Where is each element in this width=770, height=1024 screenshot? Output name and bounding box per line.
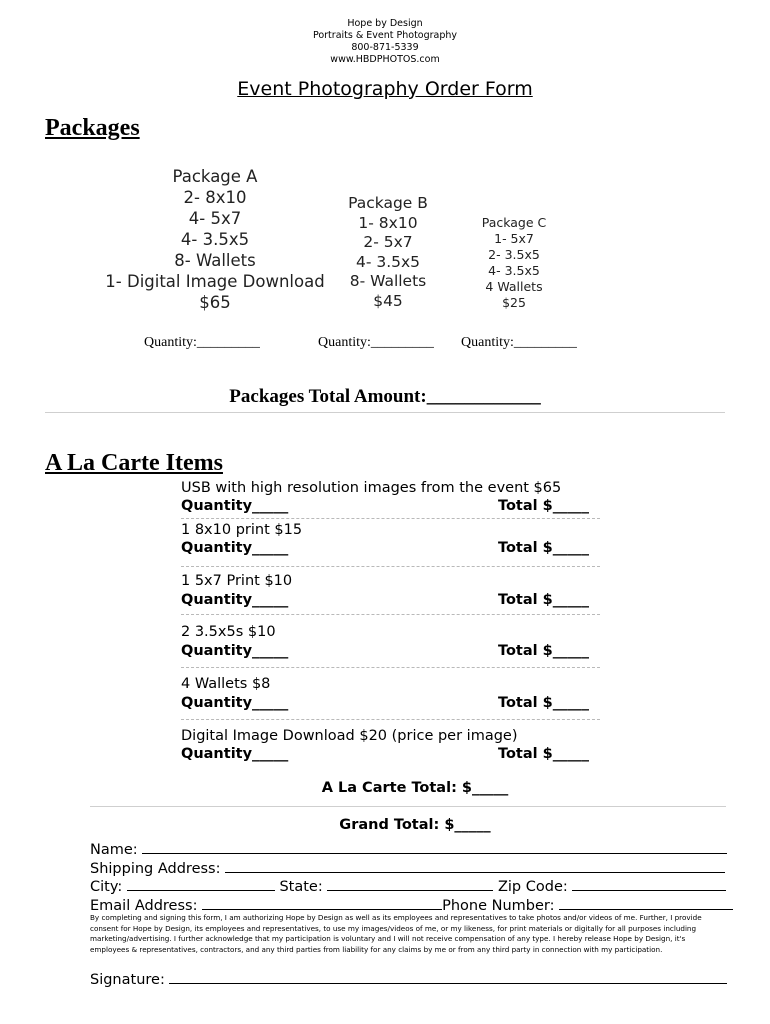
a-la-carte-divider <box>90 806 726 807</box>
email-row <box>90 896 733 914</box>
item-5x7-total-field[interactable]: Total $_____ <box>498 592 590 608</box>
package-c-line: 4- 3.5x5 <box>488 263 540 278</box>
company-tagline: Portraits & Event Photography <box>312 30 458 41</box>
package-a-line: Package A <box>172 167 258 186</box>
package-c-line: 2- 3.5x5 <box>488 247 540 262</box>
package-c-quantity-field[interactable]: Quantity:_________ <box>461 335 577 350</box>
package-b <box>338 194 438 311</box>
item-usb-total-field[interactable]: Total $_____ <box>498 498 590 514</box>
phone-input[interactable] <box>559 896 733 910</box>
package-a-line: 4- 3.5x5 <box>180 230 250 249</box>
company-website: www.HBDPHOTOS.com <box>330 54 440 65</box>
zip-label: Zip Code: <box>497 879 568 895</box>
item-usb-name: USB with high resolution images from the event $65 <box>181 480 562 496</box>
a-la-carte-total-field[interactable]: A La Carte Total: $_____ <box>321 780 509 796</box>
package-b-price: $45 <box>373 291 403 310</box>
city-row <box>90 877 726 895</box>
item-divider <box>181 614 600 615</box>
email-label: Email Address: <box>90 898 198 914</box>
item-wallets-total-field[interactable]: Total $_____ <box>498 695 590 711</box>
item-usb-quantity-field[interactable]: Quantity_____ <box>181 498 289 514</box>
packages-heading: Packages <box>45 115 140 141</box>
package-a <box>100 166 330 313</box>
form-title-wrap <box>0 78 770 100</box>
package-a-quantity-field[interactable]: Quantity:_________ <box>144 335 260 350</box>
package-c-price: $25 <box>502 295 526 310</box>
consent-disclaimer: By completing and signing this form, I am authorizing Hope by Design as well as its employees and representatives to take photos and/or videos of me. Further, I provide consent for Hope by Design, its employees and representatives, to use my images/videos of me, or my likeness, for print materials or digitally for all purposes including marketing/advertising. I further acknowledge that my participation is voluntary and I will not receive compensation of any type. I hereby release Hope by Design, it's employees & representatives, contractors, and any third parties from liability for any claims by me or from any third party in connection with my participation. <box>90 913 702 954</box>
shipping-label: Shipping Address: <box>90 861 221 877</box>
package-b-line: 8- Wallets <box>349 272 427 290</box>
package-c-line: 1- 5x7 <box>494 231 534 246</box>
state-label: State: <box>279 879 323 895</box>
shipping-input[interactable] <box>225 859 725 873</box>
item-8x10-quantity-field[interactable]: Quantity_____ <box>181 540 289 556</box>
item-5x7-quantity-field[interactable]: Quantity_____ <box>181 592 289 608</box>
package-b-quantity-field[interactable]: Quantity:_________ <box>318 335 434 350</box>
phone-label: Phone Number: <box>442 898 555 914</box>
item-divider <box>181 719 600 720</box>
item-3x5-quantity-field[interactable]: Quantity_____ <box>181 643 289 659</box>
signature-input[interactable] <box>169 970 727 984</box>
packages-divider <box>45 412 725 413</box>
item-wallets-name: 4 Wallets $8 <box>181 676 271 692</box>
grand-total-field[interactable]: Grand Total: $_____ <box>339 817 491 833</box>
name-input[interactable] <box>142 840 727 854</box>
item-wallets-quantity-field[interactable]: Quantity_____ <box>181 695 289 711</box>
package-b-line: Package B <box>348 194 428 212</box>
package-b-line: 4- 3.5x5 <box>355 252 421 271</box>
item-3x5-total-field[interactable]: Total $_____ <box>498 643 590 659</box>
package-b-line: 2- 5x7 <box>363 233 413 251</box>
package-c <box>470 215 558 311</box>
item-digital-quantity-field[interactable]: Quantity_____ <box>181 746 289 762</box>
package-a-line: 1- Digital Image Download <box>105 272 325 291</box>
item-divider <box>181 566 600 567</box>
company-name: Hope by Design <box>347 18 423 29</box>
company-phone: 800-871-5339 <box>351 42 419 53</box>
city-input[interactable] <box>127 877 275 891</box>
package-a-price: $65 <box>199 293 231 312</box>
item-digital-name: Digital Image Download $20 (price per image) <box>181 728 518 744</box>
package-a-line: 4- 5x7 <box>188 209 242 228</box>
package-b-line: 1- 8x10 <box>358 213 418 232</box>
package-a-line: 8- Wallets <box>174 251 256 270</box>
item-8x10-total-field[interactable]: Total $_____ <box>498 540 590 556</box>
form-title: Event Photography Order Form <box>237 78 533 100</box>
item-3x5-name: 2 3.5x5s $10 <box>181 624 276 640</box>
item-divider <box>181 518 600 519</box>
package-c-line: Package C <box>481 215 547 230</box>
shipping-row <box>90 859 725 877</box>
name-row <box>90 840 727 858</box>
item-digital-total-field[interactable]: Total $_____ <box>498 746 590 762</box>
signature-row <box>90 970 727 988</box>
name-label: Name: <box>90 842 138 858</box>
city-label: City: <box>90 879 123 895</box>
zip-input[interactable] <box>572 877 726 891</box>
package-c-line: 4 Wallets <box>485 279 543 294</box>
email-input[interactable] <box>202 896 442 910</box>
signature-label: Signature: <box>90 972 165 988</box>
state-input[interactable] <box>327 877 493 891</box>
a-la-carte-heading: A La Carte Items <box>45 450 223 476</box>
package-a-line: 2- 8x10 <box>183 188 247 207</box>
packages-total-field[interactable]: Packages Total Amount:____________ <box>229 386 541 407</box>
item-divider <box>181 667 600 668</box>
item-5x7-name: 1 5x7 Print $10 <box>181 573 293 589</box>
item-8x10-name: 1 8x10 print $15 <box>181 522 303 538</box>
